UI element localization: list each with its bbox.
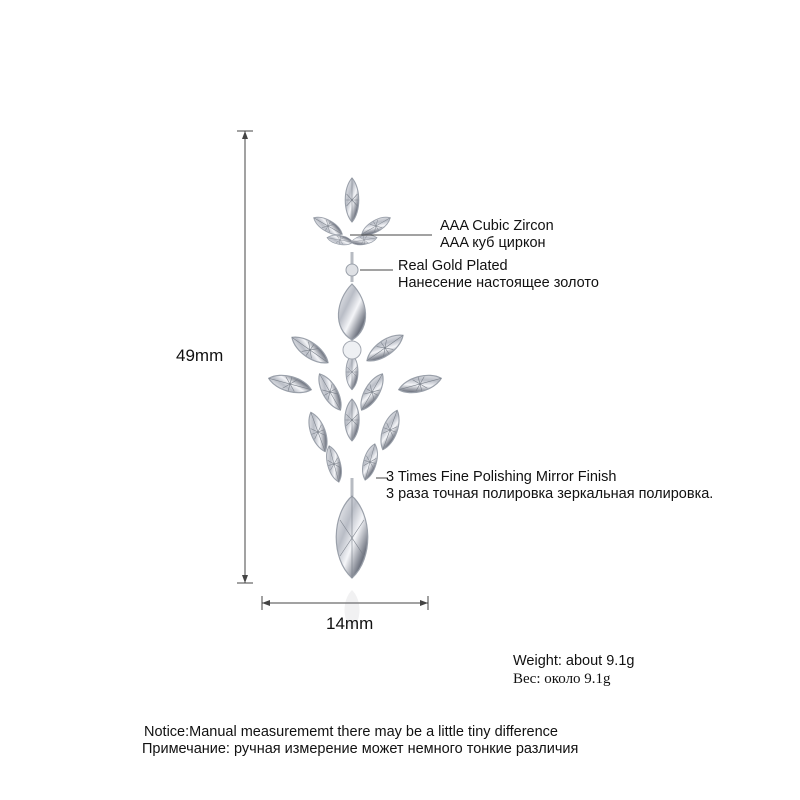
finish-callout-ru: 3 раза точная полировка зеркальная полировка. — [386, 486, 714, 502]
width-label: 14mm — [326, 614, 374, 633]
top-leaf-cluster — [311, 178, 393, 247]
main-leaf-spray — [267, 329, 443, 483]
stone-callout-en: AAA Cubic Zircon — [440, 218, 554, 234]
finish-callout-en: 3 Times Fine Polishing Mirror Finish — [386, 469, 617, 485]
weight-ru: Bec: около 9.1g — [513, 671, 611, 687]
plating-callout-ru: Нанесение настоящее золото — [398, 275, 599, 291]
weight-block — [513, 652, 634, 688]
notice-en: Notice:Manual measurememt there may be a little tiny difference — [144, 724, 558, 740]
finish-callout — [386, 469, 713, 503]
bottom-drop — [336, 496, 368, 578]
plating-callout-en: Real Gold Plated — [398, 258, 508, 274]
height-dimension-line — [237, 131, 253, 583]
weight-en: Weight: about 9.1g — [513, 653, 635, 669]
plating-callout — [398, 258, 599, 292]
stone-callout-ru: AAA куб циркон — [440, 235, 546, 251]
notice-ru: Примечание: ручная измерение может немного тонкие различия — [142, 741, 579, 757]
stone-callout — [440, 218, 554, 252]
height-label: 49mm — [176, 346, 224, 365]
earring-image — [267, 178, 443, 630]
